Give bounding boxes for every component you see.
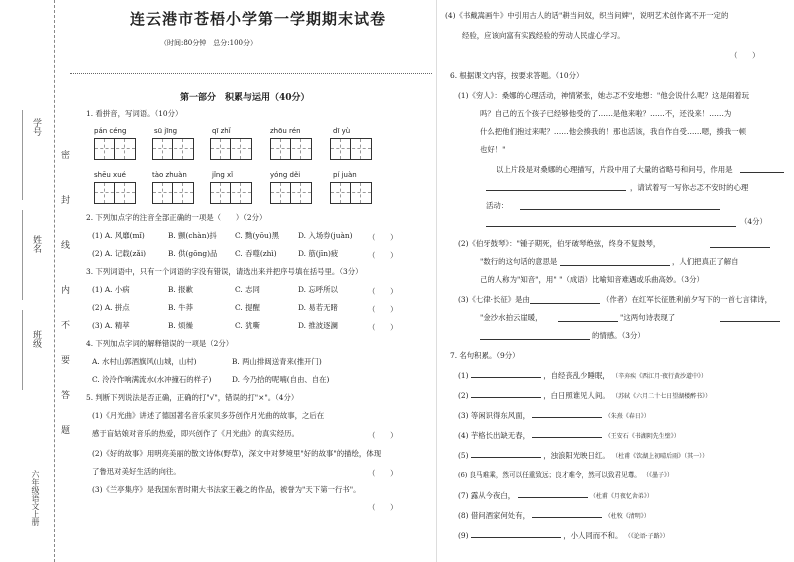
item-number: (4) — [458, 431, 469, 440]
seal-char: 要 — [59, 355, 69, 364]
seal-char: 内 — [59, 285, 69, 294]
class-blank-line — [22, 310, 23, 390]
answer-line[interactable] — [520, 209, 720, 210]
q2-option: C. 黝(yōu)黑 — [235, 231, 280, 240]
source-note: （杜牧《清明》） — [604, 513, 650, 520]
q5-item: (4)《书戴嵩画牛》中引用古人的话"耕当问奴，织当问婢"，说明艺术创作离不开一定的 — [445, 11, 729, 20]
q2-option: (1) A. 风靡(mǐ) — [92, 231, 145, 240]
q6-text: ，请试着写一写你忐忑不安时的心理 — [630, 183, 749, 192]
q2-option: D. 筋(jīn)疲 — [298, 249, 339, 258]
answer-grid[interactable] — [152, 138, 194, 160]
source-note: （王安石《书湖阴先生壁》） — [604, 433, 680, 440]
binding-margin — [0, 0, 70, 562]
q5-item: (2)《好的故事》用明亮美丽的散文诗体(野草)，深文中对梦境里"好的故事"的描绘，体现 — [92, 449, 382, 458]
q7-item — [458, 472, 673, 479]
score-label: （4分） — [740, 217, 767, 226]
source-note: （辛弃疾《西江月·夜行黄沙道中》） — [612, 373, 708, 380]
quote-text: 芋格长出缺无春， — [470, 431, 530, 440]
name-blank-line — [22, 210, 23, 300]
item-number: (3) — [458, 411, 469, 420]
answer-line[interactable] — [471, 397, 541, 398]
answer-line[interactable] — [480, 339, 590, 340]
answer-grid[interactable] — [94, 138, 136, 160]
quote-text: 良马难乘，然可以任重致远；良才难令，然可以致君见尊。 — [469, 471, 641, 479]
answer-line[interactable] — [486, 190, 626, 191]
quote-text: 露从今夜白， — [470, 491, 516, 500]
q6-text: 的情感。（3分） — [592, 331, 645, 340]
answer-grid[interactable] — [270, 182, 312, 204]
student-id-label: 学号 — [31, 118, 41, 136]
q6-text: "数行的这句话的意思是 — [480, 257, 558, 266]
q7-item — [458, 532, 669, 540]
q5-item: 经验，应该向富有实践经验的劳动人民虚心学习。 — [462, 31, 625, 40]
answer-paren[interactable]: （ ） — [368, 305, 398, 314]
q3-option: C. 志同 — [235, 285, 260, 294]
q3-option: C. 提醒 — [235, 303, 260, 312]
answer-paren[interactable]: （ ） — [730, 51, 760, 60]
answer-paren[interactable]: （ ） — [368, 323, 398, 332]
q7-stem: 7. 名句积累。（9分） — [450, 351, 520, 360]
q2-option: (2) A. 记载(zǎi) — [92, 249, 147, 258]
q7-item — [458, 452, 708, 460]
q4-option: C. 泠泠作响满流水(水冲撞石的样子) — [92, 375, 212, 384]
q3-stem: 3. 下列词语中，只有一个词语的字没有错误，请选出来并把序号填在括号里。（3分） — [86, 267, 363, 276]
q3-option: (1) A. 小病 — [92, 285, 130, 294]
seal-char: 密 — [59, 150, 69, 159]
quote-text: 借问酒家何处有， — [470, 511, 530, 520]
item-number: (7) — [458, 491, 469, 500]
exam-title: 连云港市苍梧小学第一学期期末试卷 — [130, 10, 387, 28]
column-divider — [436, 0, 437, 562]
q5-item: 了鲁迅对美好生活的向往。 — [92, 467, 181, 476]
source-note: （朱熹《春日》） — [604, 413, 650, 420]
q3-option: D. 易若无睹 — [298, 303, 338, 312]
item-number: (1) — [458, 371, 469, 380]
q6-text: 吗？自己的五个孩子已经够他受的了……是他来啦？……不，还没来！……为 — [480, 109, 732, 118]
answer-grid[interactable] — [330, 138, 372, 160]
answer-paren[interactable]: （ ） — [368, 251, 398, 260]
answer-line[interactable] — [532, 437, 602, 438]
source-note: （《墨子》） — [643, 472, 674, 479]
name-label: 姓名 — [31, 235, 41, 253]
header-divider — [70, 73, 432, 74]
pinyin: jǐng xǐ — [212, 171, 234, 179]
seal-char: 封 — [59, 195, 69, 204]
pinyin: yóng děi — [270, 171, 301, 179]
answer-paren[interactable]: （ ） — [368, 469, 398, 478]
q3-option: B. 报歉 — [168, 285, 193, 294]
q2-option: C. 吞噬(zhì) — [235, 249, 277, 258]
q7-item — [458, 372, 707, 380]
q7-item — [458, 412, 650, 420]
q6-text: (2)《伯牙鼓琴》："锺子期死，伯牙破琴绝弦，终身不复鼓琴， — [458, 239, 661, 248]
q4-option: B. 两山排闼送青来(推开门) — [232, 357, 322, 366]
quote-text: ，浊浪阳光映日红。 — [543, 451, 610, 460]
source-note: （杜甫《饮湖上初晴后雨》（其一）） — [612, 453, 709, 460]
q3-option: B. 烦燥 — [168, 321, 193, 330]
answer-line[interactable] — [710, 247, 770, 248]
q6-text: 己的人称为"知音"，用" "（成语）比喻知音难遇或乐曲高妙。（3分） — [480, 275, 704, 284]
answer-line[interactable] — [560, 265, 670, 266]
quote-text: 等闲识得东风面， — [470, 411, 530, 420]
q5-item: (1)《月光曲》讲述了德国著名音乐家贝多芬创作月光曲的故事，之后在 — [92, 411, 325, 420]
q5-item: (3)《兰亭集序》是我国东晋时期大书法家王羲之的作品，被誉为"天下第一行书"。 — [92, 485, 361, 494]
answer-paren[interactable]: （ ） — [368, 503, 398, 512]
q6-text: 什么把他们抱过来呢？……他会揍我的！那也活该，我自作自受……嗯，揍我一顿 — [480, 127, 747, 136]
q3-option: C. 犹嘶 — [235, 321, 260, 330]
answer-line[interactable] — [471, 377, 541, 378]
item-number: (6) — [458, 471, 468, 479]
pinyin: qī zhǐ — [212, 127, 231, 135]
item-number: (5) — [458, 451, 469, 460]
answer-grid[interactable] — [270, 138, 312, 160]
q3-option: D. 忘呼所以 — [298, 285, 338, 294]
source-note: （杜甫《月夜忆舍弟》） — [589, 493, 653, 500]
answer-line[interactable] — [471, 457, 541, 458]
answer-line[interactable] — [530, 303, 600, 304]
q7-item — [458, 392, 711, 400]
q7-item — [458, 512, 650, 520]
answer-line[interactable] — [486, 226, 736, 227]
pinyin: zhōu rén — [270, 127, 301, 135]
q6-text: 也好！" — [480, 145, 506, 154]
answer-line[interactable] — [532, 417, 602, 418]
q6-text: 活动： — [486, 201, 509, 210]
q5-item: 感于盲姑娘对音乐的热爱，即兴创作了《月光曲》的真实经历。 — [92, 429, 299, 438]
answer-line[interactable] — [558, 321, 618, 322]
q7-item — [458, 492, 653, 500]
answer-paren[interactable]: （ ） — [368, 233, 398, 242]
exam-meta: （时间:80分钟 总分:100分） — [160, 39, 257, 47]
quote-text: ，自经丧乱少睡眠， — [543, 371, 610, 380]
pinyin: dī yù — [333, 127, 351, 135]
answer-paren[interactable]: （ ） — [368, 287, 398, 296]
answer-line[interactable] — [532, 517, 602, 518]
q6-text: "金沙水拍云崖暖， — [480, 313, 543, 322]
source-note: （苏轼《六月二十七日望湖楼醉书》） — [612, 393, 712, 400]
pinyin: shēu xué — [94, 171, 126, 179]
item-number: (9) — [458, 531, 469, 540]
q3-option: (3) A. 精萃 — [92, 321, 130, 330]
q4-option: D. 今乃拾的呢喃(自由、自在) — [232, 375, 330, 384]
q3-option: (2) A. 拼点 — [92, 303, 130, 312]
q4-option: A. 水村山郭酒旗风(山城，山村) — [92, 357, 197, 366]
pinyin: pí juàn — [333, 171, 357, 179]
item-number: (8) — [458, 511, 469, 520]
answer-grid[interactable] — [210, 138, 252, 160]
q2-option: D. 入场券(juàn) — [298, 231, 353, 240]
answer-line[interactable] — [471, 537, 561, 538]
q6-text: (1)《穷人》：桑娜的心理活动，神情紧张，她忐忑不安地想："他会说什么呢？这是闹着玩 — [458, 91, 750, 100]
q6-text: （作者）在红军长征胜利前夕写下的一首七言律诗， — [602, 295, 772, 304]
q6-stem: 6. 根据课文内容，按要求答题。（10分） — [450, 71, 584, 80]
q5-stem: 5. 判断下列说法是否正确，正确的打"√"，错误的打"×"。（4分） — [86, 393, 299, 402]
q1-stem: 1. 看拼音，写词语。（10分） — [86, 109, 183, 118]
source-note: （《论语·子路》） — [624, 533, 669, 540]
answer-line[interactable] — [518, 497, 588, 498]
q2-option: B. 颤(chàn)抖 — [168, 231, 217, 240]
q3-option: B. 牛莽 — [168, 303, 193, 312]
seal-char: 题 — [59, 425, 69, 434]
q6-text: "这两句诗表现了 — [620, 313, 676, 322]
answer-grid[interactable] — [330, 182, 372, 204]
answer-paren[interactable]: （ ） — [368, 431, 398, 440]
q6-text: 以上片段是对桑娜的心理描写，片段中用了大量的省略号和问号，作用是 — [496, 165, 733, 174]
subject-label: 六年级语文上册 — [31, 470, 40, 526]
answer-line[interactable] — [740, 172, 784, 173]
pinyin: pán céng — [94, 127, 127, 135]
q2-option: B. 供(gōng)品 — [168, 249, 218, 258]
answer-grid[interactable] — [210, 182, 252, 204]
q7-item — [458, 432, 680, 440]
q6-text: (3)《七律·长征》是由 — [458, 295, 530, 304]
pinyin: tào zhuàn — [152, 171, 187, 179]
item-number: (2) — [458, 391, 469, 400]
seal-char: 线 — [59, 240, 69, 249]
quote-text: ，小人同而不和。 — [563, 531, 623, 540]
class-label: 班级 — [31, 330, 41, 348]
answer-line[interactable] — [720, 321, 780, 322]
q6-text: ，人们把真正了解自 — [672, 257, 739, 266]
q4-stem: 4. 下列加点字词的解释错误的一项是（2分） — [86, 339, 234, 348]
quote-text: ，白日照谁见人间。 — [543, 391, 610, 400]
answer-grid[interactable] — [94, 182, 136, 204]
id-blank-line — [22, 110, 23, 200]
answer-grid[interactable] — [152, 182, 194, 204]
q2-stem: 2. 下列加点字的注音全部正确的一项是（ ）（2分） — [86, 213, 267, 222]
pinyin: sū jīng — [154, 127, 178, 135]
seal-line — [54, 0, 55, 562]
seal-char: 不 — [59, 320, 69, 329]
seal-char: 答 — [59, 390, 69, 399]
q3-option: D. 推波逐澜 — [298, 321, 338, 330]
part1-heading: 第一部分 积累与运用（40分） — [180, 93, 310, 103]
